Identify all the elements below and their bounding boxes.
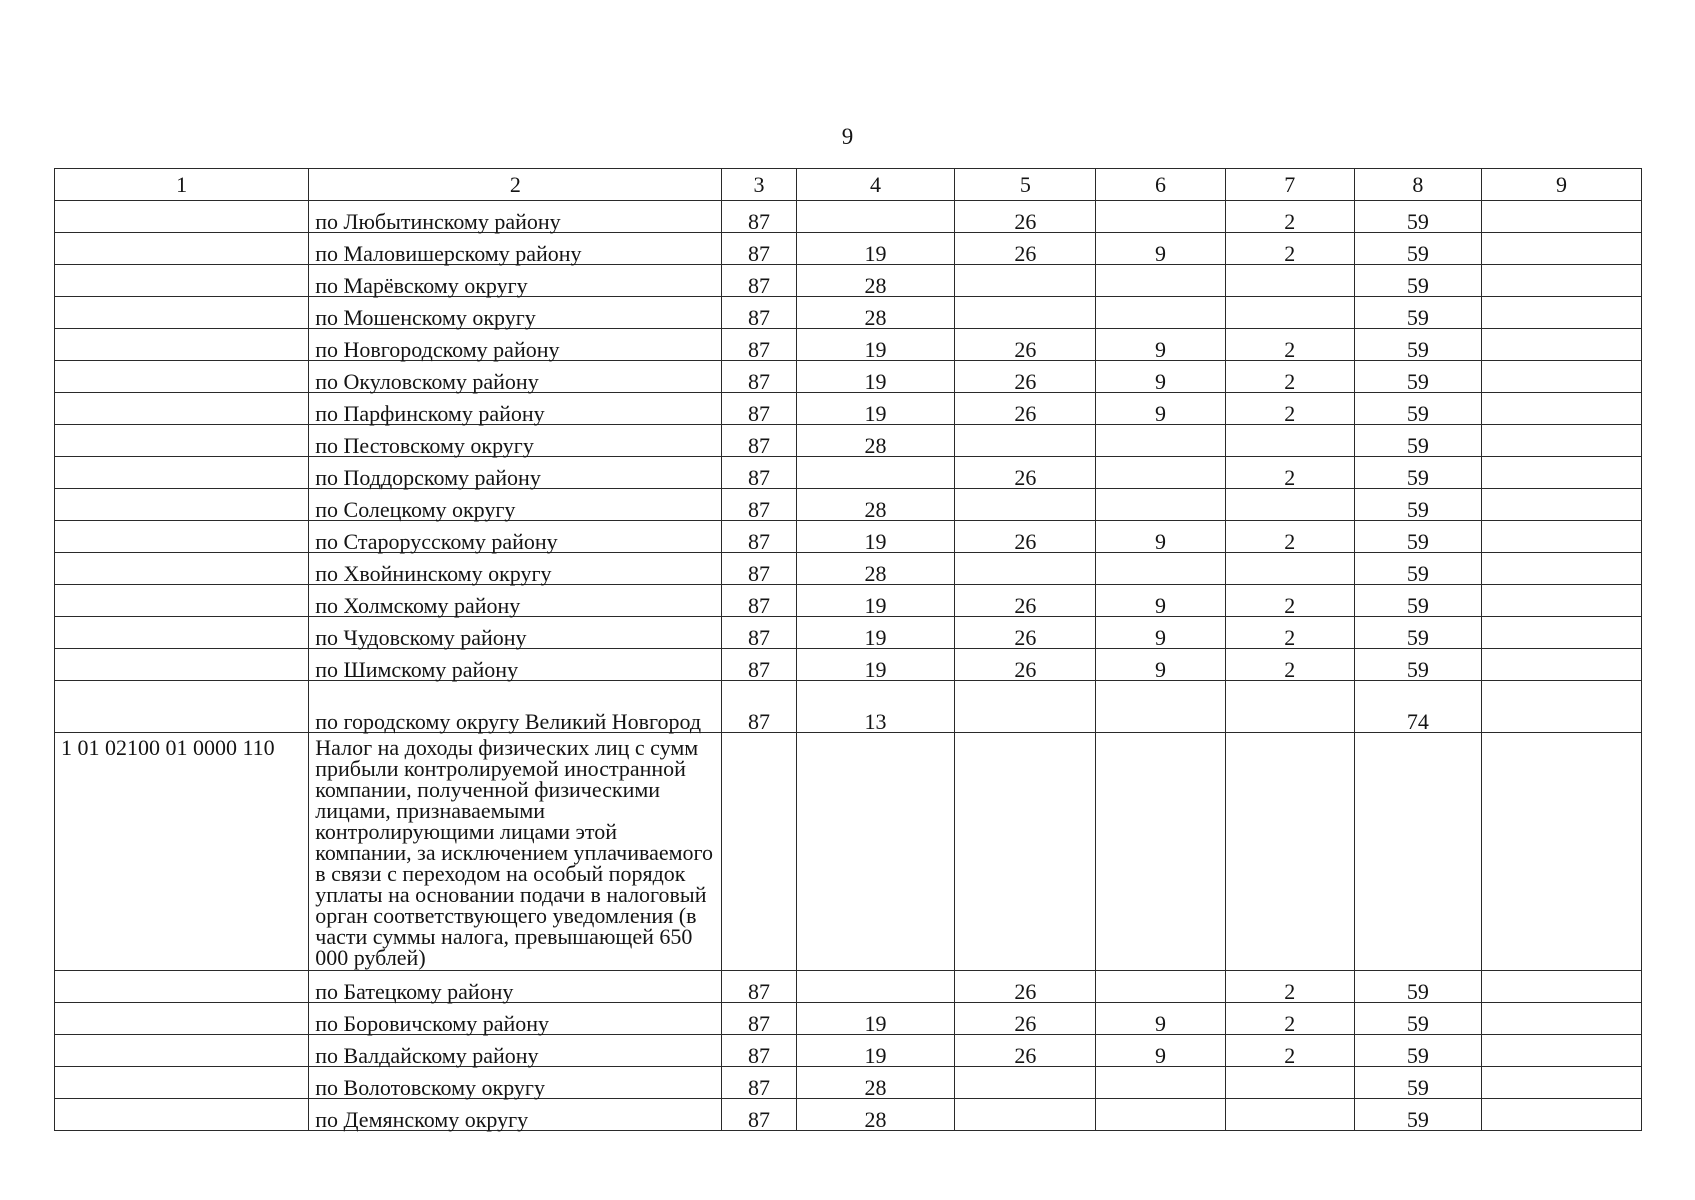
table-row — [55, 329, 1642, 361]
budget-code-cell: 1 01 02100 01 0000 110 — [55, 733, 309, 971]
value-cell-col7: 2 — [1225, 521, 1354, 553]
table-row — [55, 297, 1642, 329]
recipient-name-cell: по Новгородскому району — [309, 329, 722, 361]
value-cell-col7: 2 — [1225, 233, 1354, 265]
value-cell-col9 — [1481, 1035, 1641, 1067]
value-cell-col6 — [1096, 733, 1225, 971]
table-row — [55, 457, 1642, 489]
value-cell-col3: 87 — [722, 585, 796, 617]
budget-code-cell — [55, 585, 309, 617]
table-row — [55, 1067, 1642, 1099]
value-cell-col7: 2 — [1225, 649, 1354, 681]
value-cell-col5: 26 — [955, 1035, 1096, 1067]
budget-code-cell — [55, 649, 309, 681]
budget-code-cell — [55, 681, 309, 733]
value-cell-col4: 19 — [796, 617, 955, 649]
value-cell-col7 — [1225, 425, 1354, 457]
value-cell-col8: 59 — [1354, 297, 1481, 329]
budget-code-cell — [55, 971, 309, 1003]
value-cell-col5 — [955, 681, 1096, 733]
value-cell-col8: 59 — [1354, 393, 1481, 425]
page-number: 9 — [841, 124, 854, 149]
value-cell-col8: 59 — [1354, 649, 1481, 681]
value-cell-col9 — [1481, 1099, 1641, 1131]
value-cell-col7 — [1225, 297, 1354, 329]
value-cell-col3: 87 — [722, 1003, 796, 1035]
table-row — [55, 553, 1642, 585]
value-cell-col7: 2 — [1225, 617, 1354, 649]
value-cell-col4: 19 — [796, 393, 955, 425]
column-header: 8 — [1354, 169, 1481, 201]
value-cell-col9 — [1481, 585, 1641, 617]
value-cell-col3: 87 — [722, 201, 796, 233]
budget-code-cell — [55, 425, 309, 457]
value-cell-col5: 26 — [955, 361, 1096, 393]
recipient-name-cell: по Окуловскому району — [309, 361, 722, 393]
value-cell-col6 — [1096, 297, 1225, 329]
value-cell-col9 — [1481, 649, 1641, 681]
value-cell-col5: 26 — [955, 457, 1096, 489]
value-cell-col9 — [1481, 393, 1641, 425]
recipient-name-cell: по Шимскому району — [309, 649, 722, 681]
value-cell-col3: 87 — [722, 425, 796, 457]
value-cell-col3: 87 — [722, 233, 796, 265]
budget-code-cell — [55, 457, 309, 489]
value-cell-col7: 2 — [1225, 361, 1354, 393]
budget-code-cell — [55, 1035, 309, 1067]
value-cell-col6 — [1096, 1099, 1225, 1131]
value-cell-col8: 59 — [1354, 1067, 1481, 1099]
value-cell-col6: 9 — [1096, 329, 1225, 361]
value-cell-col4: 28 — [796, 297, 955, 329]
value-cell-col9 — [1481, 971, 1641, 1003]
value-cell-col6: 9 — [1096, 521, 1225, 553]
value-cell-col5 — [955, 553, 1096, 585]
value-cell-col4: 19 — [796, 361, 955, 393]
value-cell-col5: 26 — [955, 617, 1096, 649]
value-cell-col4: 28 — [796, 1099, 955, 1131]
value-cell-col3: 87 — [722, 1035, 796, 1067]
value-cell-col8: 59 — [1354, 329, 1481, 361]
value-cell-col6 — [1096, 553, 1225, 585]
value-cell-col3: 87 — [722, 681, 796, 733]
value-cell-col9 — [1481, 425, 1641, 457]
value-cell-col3: 87 — [722, 649, 796, 681]
value-cell-col3: 87 — [722, 1067, 796, 1099]
value-cell-col6: 9 — [1096, 393, 1225, 425]
value-cell-col7 — [1225, 681, 1354, 733]
table-body — [55, 201, 1642, 1131]
table-row — [55, 681, 1642, 733]
value-cell-col4: 19 — [796, 1003, 955, 1035]
value-cell-col3: 87 — [722, 1099, 796, 1131]
value-cell-col3: 87 — [722, 521, 796, 553]
value-cell-col5: 26 — [955, 329, 1096, 361]
column-header: 3 — [722, 169, 796, 201]
value-cell-col6 — [1096, 489, 1225, 521]
value-cell-col5: 26 — [955, 201, 1096, 233]
table-row — [55, 361, 1642, 393]
value-cell-col9 — [1481, 489, 1641, 521]
budget-code-cell — [55, 393, 309, 425]
table-header — [55, 169, 1642, 201]
value-cell-col7 — [1225, 733, 1354, 971]
value-cell-col4 — [796, 201, 955, 233]
value-cell-col3: 87 — [722, 617, 796, 649]
column-header: 7 — [1225, 169, 1354, 201]
value-cell-col8: 59 — [1354, 233, 1481, 265]
budget-code-cell — [55, 1003, 309, 1035]
value-cell-col9 — [1481, 361, 1641, 393]
table-row — [55, 585, 1642, 617]
value-cell-col5: 26 — [955, 971, 1096, 1003]
value-cell-col7: 2 — [1225, 201, 1354, 233]
value-cell-col8: 59 — [1354, 1003, 1481, 1035]
budget-code-cell — [55, 617, 309, 649]
table-row — [55, 617, 1642, 649]
value-cell-col4: 28 — [796, 1067, 955, 1099]
value-cell-col6 — [1096, 425, 1225, 457]
recipient-name-cell: по Волотовскому округу — [309, 1067, 722, 1099]
table-row — [55, 201, 1642, 233]
value-cell-col8: 59 — [1354, 1035, 1481, 1067]
value-cell-col8: 59 — [1354, 585, 1481, 617]
value-cell-col4: 28 — [796, 265, 955, 297]
value-cell-col8: 59 — [1354, 457, 1481, 489]
value-cell-col4: 28 — [796, 553, 955, 585]
value-cell-col8: 59 — [1354, 265, 1481, 297]
value-cell-col8 — [1354, 733, 1481, 971]
value-cell-col7 — [1225, 1099, 1354, 1131]
value-cell-col6 — [1096, 1067, 1225, 1099]
value-cell-col9 — [1481, 681, 1641, 733]
value-cell-col5 — [955, 489, 1096, 521]
table-row — [55, 425, 1642, 457]
value-cell-col4 — [796, 733, 955, 971]
value-cell-col8: 59 — [1354, 489, 1481, 521]
budget-code-cell — [55, 553, 309, 585]
recipient-name-cell: по Марёвскому округу — [309, 265, 722, 297]
recipient-name-cell: по Старорусскому району — [309, 521, 722, 553]
value-cell-col5: 26 — [955, 233, 1096, 265]
value-cell-col5: 26 — [955, 521, 1096, 553]
value-cell-col4: 19 — [796, 329, 955, 361]
value-cell-col3: 87 — [722, 553, 796, 585]
value-cell-col7: 2 — [1225, 1035, 1354, 1067]
value-cell-col7 — [1225, 265, 1354, 297]
recipient-name-cell: по Поддорскому району — [309, 457, 722, 489]
table-row — [55, 971, 1642, 1003]
value-cell-col3: 87 — [722, 265, 796, 297]
value-cell-col9 — [1481, 1003, 1641, 1035]
value-cell-col3: 87 — [722, 489, 796, 521]
value-cell-col9 — [1481, 233, 1641, 265]
value-cell-col6 — [1096, 457, 1225, 489]
value-cell-col6: 9 — [1096, 649, 1225, 681]
recipient-name-cell: по Чудовскому району — [309, 617, 722, 649]
value-cell-col5 — [955, 1099, 1096, 1131]
value-cell-col4: 19 — [796, 1035, 955, 1067]
value-cell-col8: 74 — [1354, 681, 1481, 733]
value-cell-col5: 26 — [955, 1003, 1096, 1035]
value-cell-col9 — [1481, 521, 1641, 553]
value-cell-col6: 9 — [1096, 361, 1225, 393]
column-header: 9 — [1481, 169, 1641, 201]
value-cell-col6: 9 — [1096, 585, 1225, 617]
value-cell-col7: 2 — [1225, 393, 1354, 425]
budget-code-cell — [55, 201, 309, 233]
value-cell-col7: 2 — [1225, 457, 1354, 489]
value-cell-col3 — [722, 733, 796, 971]
value-cell-col3: 87 — [722, 971, 796, 1003]
value-cell-col9 — [1481, 553, 1641, 585]
value-cell-col3: 87 — [722, 329, 796, 361]
value-cell-col4 — [796, 971, 955, 1003]
value-cell-col6: 9 — [1096, 617, 1225, 649]
value-cell-col7: 2 — [1225, 329, 1354, 361]
value-cell-col9 — [1481, 733, 1641, 971]
column-header: 5 — [955, 169, 1096, 201]
budget-code-cell — [55, 521, 309, 553]
value-cell-col5 — [955, 297, 1096, 329]
recipient-name-cell: по Батецкому району — [309, 971, 722, 1003]
recipient-name-cell: по Валдайскому району — [309, 1035, 722, 1067]
value-cell-col9 — [1481, 265, 1641, 297]
value-cell-col6: 9 — [1096, 1035, 1225, 1067]
value-cell-col5 — [955, 1067, 1096, 1099]
value-cell-col8: 59 — [1354, 521, 1481, 553]
table-row — [55, 649, 1642, 681]
budget-code-cell — [55, 1067, 309, 1099]
value-cell-col5: 26 — [955, 393, 1096, 425]
value-cell-col4: 28 — [796, 489, 955, 521]
value-cell-col6 — [1096, 265, 1225, 297]
value-cell-col8: 59 — [1354, 425, 1481, 457]
value-cell-col4: 19 — [796, 233, 955, 265]
budget-code-cell — [55, 297, 309, 329]
value-cell-col9 — [1481, 457, 1641, 489]
recipient-name-cell: по городскому округу Великий Новгород — [309, 681, 722, 733]
value-cell-col3: 87 — [722, 297, 796, 329]
budget-code-cell — [55, 265, 309, 297]
column-header: 1 — [55, 169, 309, 201]
table-row — [55, 521, 1642, 553]
value-cell-col6: 9 — [1096, 233, 1225, 265]
value-cell-col9 — [1481, 1067, 1641, 1099]
value-cell-col7: 2 — [1225, 1003, 1354, 1035]
table-row — [55, 489, 1642, 521]
recipient-name-cell: по Демянскому округу — [309, 1099, 722, 1131]
value-cell-col7: 2 — [1225, 971, 1354, 1003]
table-row — [55, 733, 1642, 971]
budget-code-cell — [55, 233, 309, 265]
recipient-name-cell: по Солецкому округу — [309, 489, 722, 521]
value-cell-col8: 59 — [1354, 1099, 1481, 1131]
budget-code-cell — [55, 329, 309, 361]
value-cell-col8: 59 — [1354, 553, 1481, 585]
value-cell-col9 — [1481, 329, 1641, 361]
value-cell-col6 — [1096, 201, 1225, 233]
value-cell-col4: 13 — [796, 681, 955, 733]
recipient-name-cell: по Любытинскому району — [309, 201, 722, 233]
value-cell-col5 — [955, 425, 1096, 457]
table-row — [55, 1099, 1642, 1131]
value-cell-col5: 26 — [955, 585, 1096, 617]
recipient-name-cell: Налог на доходы физических лиц с сумм прибыли контролируемой иностранной компании, полученной физическими лицами, признаваемыми контролирующими лицами этой компании, за исключением уплачиваемого в связи с переходом на особый порядок уплаты на основании подачи в налоговый орган соответствующего уведомления (в части суммы налога, превышающей 650 000 рублей) — [309, 733, 722, 971]
budget-allocation-table — [54, 168, 1642, 1131]
value-cell-col6 — [1096, 971, 1225, 1003]
value-cell-col9 — [1481, 617, 1641, 649]
recipient-name-cell: по Мошенскому округу — [309, 297, 722, 329]
value-cell-col8: 59 — [1354, 971, 1481, 1003]
recipient-name-cell: по Холмскому району — [309, 585, 722, 617]
value-cell-col3: 87 — [722, 457, 796, 489]
value-cell-col4: 19 — [796, 521, 955, 553]
table-row — [55, 233, 1642, 265]
value-cell-col7: 2 — [1225, 585, 1354, 617]
value-cell-col9 — [1481, 201, 1641, 233]
table-row — [55, 1035, 1642, 1067]
value-cell-col5 — [955, 265, 1096, 297]
value-cell-col4 — [796, 457, 955, 489]
value-cell-col6: 9 — [1096, 1003, 1225, 1035]
table-row — [55, 265, 1642, 297]
recipient-name-cell: по Парфинскому району — [309, 393, 722, 425]
column-header: 4 — [796, 169, 955, 201]
value-cell-col7 — [1225, 1067, 1354, 1099]
value-cell-col4: 28 — [796, 425, 955, 457]
column-header: 2 — [309, 169, 722, 201]
value-cell-col8: 59 — [1354, 617, 1481, 649]
recipient-name-cell: по Хвойнинскому округу — [309, 553, 722, 585]
value-cell-col3: 87 — [722, 361, 796, 393]
value-cell-col6 — [1096, 681, 1225, 733]
budget-code-cell — [55, 361, 309, 393]
header-row — [55, 169, 1642, 201]
value-cell-col9 — [1481, 297, 1641, 329]
value-cell-col4: 19 — [796, 585, 955, 617]
value-cell-col3: 87 — [722, 393, 796, 425]
budget-code-cell — [55, 1099, 309, 1131]
recipient-name-cell: по Маловишерскому району — [309, 233, 722, 265]
value-cell-col4: 19 — [796, 649, 955, 681]
table-row — [55, 393, 1642, 425]
value-cell-col5: 26 — [955, 649, 1096, 681]
value-cell-col8: 59 — [1354, 201, 1481, 233]
recipient-name-cell: по Пестовскому округу — [309, 425, 722, 457]
value-cell-col7 — [1225, 489, 1354, 521]
budget-code-cell — [55, 489, 309, 521]
recipient-name-cell: по Боровичскому району — [309, 1003, 722, 1035]
value-cell-col8: 59 — [1354, 361, 1481, 393]
value-cell-col7 — [1225, 553, 1354, 585]
value-cell-col5 — [955, 733, 1096, 971]
column-header: 6 — [1096, 169, 1225, 201]
table-row — [55, 1003, 1642, 1035]
